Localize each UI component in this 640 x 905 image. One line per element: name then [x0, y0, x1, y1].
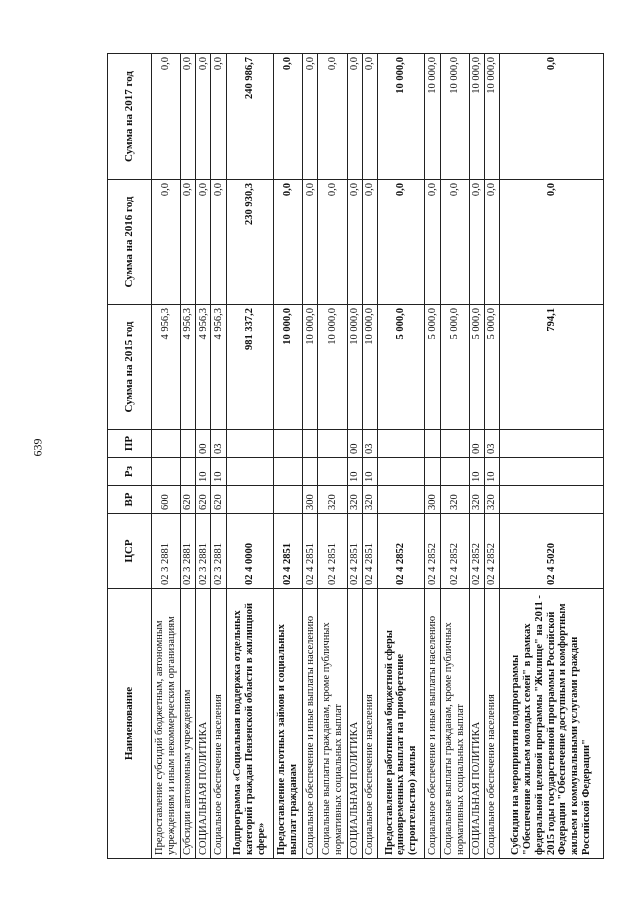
- cell-sum-2016: 0,0: [484, 180, 499, 305]
- cell-pr: [318, 430, 347, 458]
- cell-csr: 02 4 5020: [500, 514, 604, 589]
- cell-sum-2017: 0,0: [196, 54, 211, 180]
- cell-vr: 620: [211, 486, 226, 514]
- cell-sum-2016: 0,0: [181, 180, 196, 305]
- cell-rz: [377, 458, 425, 486]
- cell-sum-2017: 0,0: [303, 54, 318, 180]
- cell-rz: 10: [347, 458, 362, 486]
- cell-vr: 320: [362, 486, 377, 514]
- cell-sum-2015: 4 956,3: [211, 305, 226, 430]
- cell-sum-2015: 4 956,3: [152, 305, 181, 430]
- cell-rz: 10: [484, 458, 499, 486]
- cell-vr: [226, 486, 274, 514]
- cell-csr: 02 4 2851: [274, 514, 303, 589]
- cell-rz: [226, 458, 274, 486]
- cell-name: Субсидии на мероприятия подпрограммы "Обеспечение жильем молодых семей" в рамках федеральной целевой программы "Жилище" на 2011 - 2015 годы государственной программы Российской Федерации "Обеспечение доступным и комфортным жильем и коммунальными услугами граждан Российской Федерации": [500, 589, 604, 859]
- cell-sum-2017: 0,0: [274, 54, 303, 180]
- cell-rz: [318, 458, 347, 486]
- cell-sum-2015: 10 000,0: [347, 305, 362, 430]
- cell-rz: 10: [362, 458, 377, 486]
- cell-pr: [440, 430, 469, 458]
- cell-sum-2017: 240 986,7: [226, 54, 274, 180]
- cell-rz: 10: [196, 458, 211, 486]
- cell-sum-2015: 794,1: [500, 305, 604, 430]
- header-sum-2015: Сумма на 2015 год: [108, 305, 152, 430]
- cell-name: Социальные выплаты гражданам, кроме публичных нормативных социальных выплат: [440, 589, 469, 859]
- cell-sum-2015: 5 000,0: [484, 305, 499, 430]
- cell-csr: 02 4 2851: [362, 514, 377, 589]
- cell-sum-2017: 0,0: [362, 54, 377, 180]
- cell-vr: 320: [469, 486, 484, 514]
- cell-rz: [425, 458, 440, 486]
- cell-sum-2016: 0,0: [425, 180, 440, 305]
- cell-sum-2015: 10 000,0: [318, 305, 347, 430]
- cell-sum-2017: 0,0: [181, 54, 196, 180]
- cell-sum-2016: 0,0: [211, 180, 226, 305]
- table-row: [484, 54, 499, 859]
- cell-sum-2016: 0,0: [377, 180, 425, 305]
- cell-sum-2016: 0,0: [362, 180, 377, 305]
- cell-name: СОЦИАЛЬНАЯ ПОЛИТИКА: [469, 589, 484, 859]
- header-sum-2017: Сумма на 2017 год: [108, 54, 152, 180]
- cell-csr: 02 3 2881: [152, 514, 181, 589]
- cell-vr: 300: [425, 486, 440, 514]
- cell-csr: 02 4 2852: [440, 514, 469, 589]
- cell-rz: [303, 458, 318, 486]
- cell-sum-2015: 5 000,0: [469, 305, 484, 430]
- table-row: [469, 54, 484, 859]
- table-body: [152, 54, 604, 859]
- cell-vr: [377, 486, 425, 514]
- cell-pr: 03: [211, 430, 226, 458]
- cell-csr: 02 3 2881: [181, 514, 196, 589]
- cell-pr: 03: [362, 430, 377, 458]
- cell-pr: [377, 430, 425, 458]
- cell-vr: [274, 486, 303, 514]
- cell-pr: [226, 430, 274, 458]
- page-number: 639: [30, 438, 45, 457]
- cell-pr: 03: [484, 430, 499, 458]
- table-row: [425, 54, 440, 859]
- table-row: [211, 54, 226, 859]
- cell-name: Социальное обеспечение населения: [484, 589, 499, 859]
- rotated-table-container: [107, 54, 604, 859]
- header-name: Наименование: [108, 589, 152, 859]
- cell-name: СОЦИАЛЬНАЯ ПОЛИТИКА: [347, 589, 362, 859]
- table-row: [181, 54, 196, 859]
- cell-sum-2015: 5 000,0: [440, 305, 469, 430]
- table-row: [274, 54, 303, 859]
- table-row: [303, 54, 318, 859]
- cell-vr: 620: [196, 486, 211, 514]
- cell-sum-2015: 10 000,0: [274, 305, 303, 430]
- header-sum-2016: Сумма на 2016 год: [108, 180, 152, 305]
- cell-name: Субсидии автономным учреждениям: [181, 589, 196, 859]
- cell-rz: 10: [211, 458, 226, 486]
- cell-pr: [303, 430, 318, 458]
- header-csr: ЦСР: [108, 514, 152, 589]
- cell-sum-2017: 10 000,0: [440, 54, 469, 180]
- cell-sum-2017: 10 000,0: [377, 54, 425, 180]
- header-rz: Рз: [108, 458, 152, 486]
- cell-rz: [440, 458, 469, 486]
- cell-name: Социальное обеспечение и иные выплаты населению: [303, 589, 318, 859]
- cell-sum-2015: 981 337,2: [226, 305, 274, 430]
- cell-name: Социальные выплаты гражданам, кроме публичных нормативных социальных выплат: [318, 589, 347, 859]
- cell-sum-2017: 0,0: [347, 54, 362, 180]
- cell-vr: 300: [303, 486, 318, 514]
- cell-rz: [152, 458, 181, 486]
- table-row: [362, 54, 377, 859]
- cell-vr: 320: [318, 486, 347, 514]
- cell-sum-2017: 0,0: [211, 54, 226, 180]
- cell-sum-2016: 230 930,3: [226, 180, 274, 305]
- cell-sum-2017: 10 000,0: [469, 54, 484, 180]
- cell-sum-2016: 0,0: [274, 180, 303, 305]
- cell-csr: 02 4 2851: [347, 514, 362, 589]
- table-header-row: [108, 54, 152, 859]
- cell-sum-2017: 10 000,0: [484, 54, 499, 180]
- cell-rz: [181, 458, 196, 486]
- cell-pr: [274, 430, 303, 458]
- cell-pr: [181, 430, 196, 458]
- cell-pr: [152, 430, 181, 458]
- table-row: [440, 54, 469, 859]
- cell-csr: 02 4 2852: [425, 514, 440, 589]
- cell-name: СОЦИАЛЬНАЯ ПОЛИТИКА: [196, 589, 211, 859]
- cell-pr: [425, 430, 440, 458]
- cell-sum-2017: 10 000,0: [425, 54, 440, 180]
- cell-csr: 02 4 2852: [469, 514, 484, 589]
- cell-sum-2016: 0,0: [196, 180, 211, 305]
- cell-sum-2016: 0,0: [303, 180, 318, 305]
- cell-name: Предоставление льготных займов и социальных выплат гражданам: [274, 589, 303, 859]
- cell-vr: [500, 486, 604, 514]
- table-row: [377, 54, 425, 859]
- cell-csr: 02 3 2881: [211, 514, 226, 589]
- cell-name: Предоставление субсидий бюджетным, автономным учреждениям и иным некоммерческим организациям: [152, 589, 181, 859]
- header-vr: ВР: [108, 486, 152, 514]
- cell-csr: 02 4 2852: [484, 514, 499, 589]
- table-row: [226, 54, 274, 859]
- cell-rz: [274, 458, 303, 486]
- cell-pr: 00: [469, 430, 484, 458]
- cell-sum-2015: 5 000,0: [377, 305, 425, 430]
- cell-name: Подпрограмма «Социальная поддержка отдельных категорий граждан Пензенской области в жилищной сфере»: [226, 589, 274, 859]
- cell-name: Социальное обеспечение населения: [362, 589, 377, 859]
- table-row: [347, 54, 362, 859]
- cell-vr: 320: [484, 486, 499, 514]
- table-row: [196, 54, 211, 859]
- cell-sum-2016: 0,0: [152, 180, 181, 305]
- cell-sum-2017: 0,0: [152, 54, 181, 180]
- cell-sum-2015: 4 956,3: [196, 305, 211, 430]
- cell-sum-2017: 0,0: [318, 54, 347, 180]
- cell-sum-2017: 0,0: [500, 54, 604, 180]
- cell-vr: 600: [152, 486, 181, 514]
- cell-sum-2015: 10 000,0: [362, 305, 377, 430]
- table-row: [318, 54, 347, 859]
- table-row: [500, 54, 604, 859]
- cell-sum-2016: 0,0: [469, 180, 484, 305]
- cell-sum-2015: 5 000,0: [425, 305, 440, 430]
- cell-sum-2016: 0,0: [318, 180, 347, 305]
- cell-vr: 320: [440, 486, 469, 514]
- cell-sum-2016: 0,0: [440, 180, 469, 305]
- cell-csr: 02 4 2851: [303, 514, 318, 589]
- cell-csr: 02 3 2881: [196, 514, 211, 589]
- cell-sum-2016: 0,0: [500, 180, 604, 305]
- cell-name: Предоставление работникам бюджетной сферы единовременных выплат на приобретение (строительство) жилья: [377, 589, 425, 859]
- cell-sum-2015: 4 956,3: [181, 305, 196, 430]
- table-row: [152, 54, 181, 859]
- cell-sum-2016: 0,0: [347, 180, 362, 305]
- cell-rz: 10: [469, 458, 484, 486]
- cell-vr: 620: [181, 486, 196, 514]
- header-pr: ПР: [108, 430, 152, 458]
- cell-vr: 320: [347, 486, 362, 514]
- cell-pr: 00: [196, 430, 211, 458]
- cell-name: Социальное обеспечение и иные выплаты населению: [425, 589, 440, 859]
- cell-csr: 02 4 2852: [377, 514, 425, 589]
- cell-pr: [500, 430, 604, 458]
- cell-name: Социальное обеспечение населения: [211, 589, 226, 859]
- budget-table: [107, 53, 604, 859]
- cell-sum-2015: 10 000,0: [303, 305, 318, 430]
- cell-pr: 00: [347, 430, 362, 458]
- cell-csr: 02 4 0000: [226, 514, 274, 589]
- cell-rz: [500, 458, 604, 486]
- cell-csr: 02 4 2851: [318, 514, 347, 589]
